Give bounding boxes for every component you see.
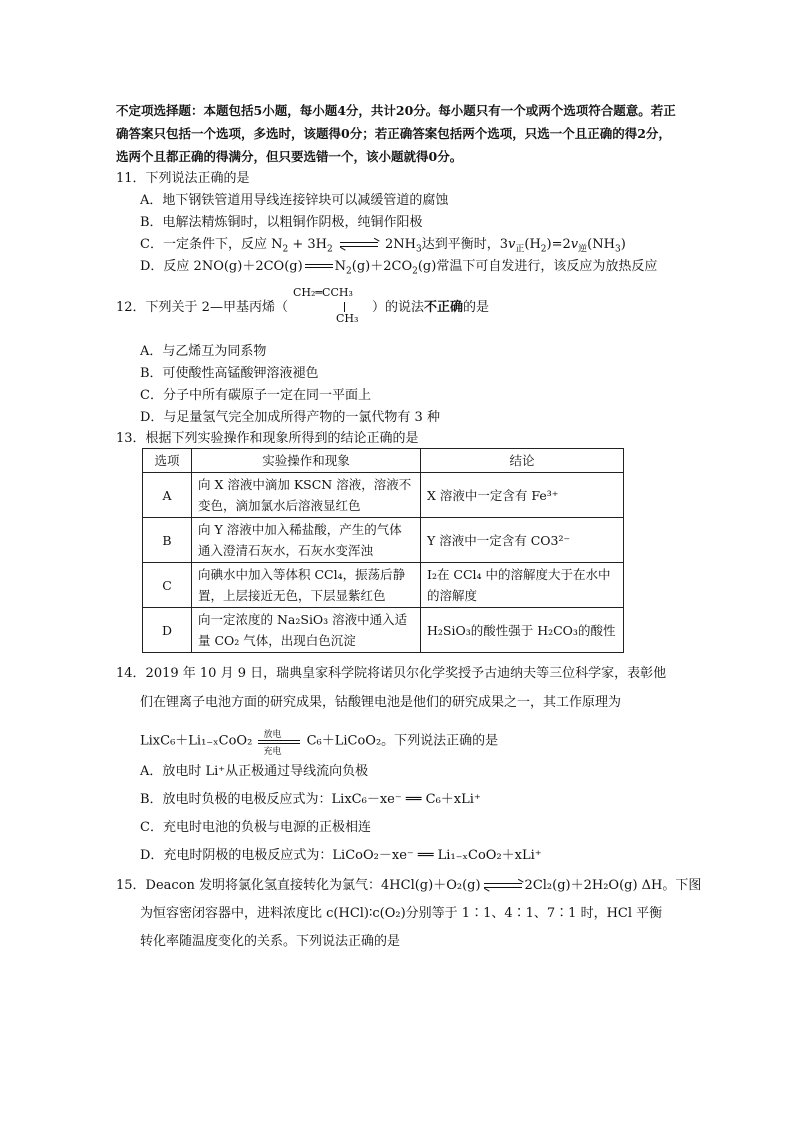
question-12-option-a: A．与乙烯互为同系物 <box>140 344 267 359</box>
table-row <box>143 518 624 563</box>
question-14-line-1: 14．2019 年 10 月 9 日，瑞典皇家科学院将诺贝尔化学奖授予古迪纳夫等三位科学家，表彰他 <box>116 666 667 681</box>
question-14-option-c: C．充电时电池的负极与电源的正极相连 <box>140 820 371 835</box>
table-cell-operation: 向 Y 溶液中加入稀盐酸，产生的气体通入澄清石灰水，石灰水变浑浊 <box>192 518 421 563</box>
table-cell-label: B <box>143 518 192 563</box>
reversible-arrow-icon: 放电 充电 <box>258 728 300 754</box>
question-11-option-b: B．电解法精炼铜时，以粗铜作阴极，纯铜作阳极 <box>140 215 423 230</box>
table-cell-operation: 向 X 溶液中滴加 KSCN 溶液，溶液不变色，滴加氯水后溶液显红色 <box>192 473 421 518</box>
table-cell-label: A <box>143 473 192 518</box>
table-header: 选项 <box>143 449 192 473</box>
question-14-option-b: B．放电时负极的电极反应式为：LixC₆－xe⁻ ══ C₆＋xLi⁺ <box>140 792 481 807</box>
table-cell-conclusion: I₂在 CCl₄ 中的溶解度大于在水中的溶解度 <box>421 563 624 608</box>
table-cell-label: C <box>143 563 192 608</box>
question-14-line-2: 们在锂离子电池方面的研究成果，钴酸锂电池是他们的研究成果之一，其工作原理为 <box>140 695 622 710</box>
question-12-option-b: B．可使酸性高锰酸钾溶液褪色 <box>140 366 319 381</box>
table-header: 实验操作和现象 <box>192 449 421 473</box>
reversible-arrow-icon <box>484 882 522 890</box>
question-15-line-1: 15．Deacon 发明将氯化氢直接转化为氯气：4HCl(g)＋O₂(g) 2Cl₂(g)＋2H₂O(g) ΔH。下图 <box>116 878 702 893</box>
question-13-stem: 13．根据下列实验操作和现象所得到的结论正确的是 <box>116 431 419 446</box>
question-14-equation: LixC₆＋Li₁₋ₓCoO₂ 放电 充电 C₆＋LiCoO₂。下列说法正确的是 <box>140 730 499 757</box>
experiment-table <box>142 448 624 653</box>
table-cell-label: D <box>143 608 192 653</box>
question-11-stem: 11．下列说法正确的是 <box>116 171 250 186</box>
question-12-stem: 12．下列关于 2—甲基丙烯（ ）的说法不正确的是 <box>116 300 489 315</box>
table-cell-conclusion: Y 溶液中一定含有 CO3²⁻ <box>421 518 624 563</box>
question-11-option-a: A．地下钢铁管道用导线连接锌块可以减缓管道的腐蚀 <box>140 193 449 208</box>
question-15-line-2: 为恒容密闭容器中，进料浓度比 c(HCl)∶c(O₂)分别等于 1∶1、4∶1、7∶1 时，HCl 平衡 <box>140 906 663 921</box>
question-12-option-c: C．分子中所有碳原子一定在同一平面上 <box>140 388 371 403</box>
methylpropene-structure: CH₂═CCH₃ CH₃ <box>293 286 359 325</box>
question-14-option-d: D．充电时阴极的电极反应式为：LiCoO₂－xe⁻ ══ Li₁₋ₓCoO₂＋xLi⁺ <box>140 848 542 863</box>
table-row <box>143 563 624 608</box>
question-12-option-d: D．与足量氢气完全加成所得产物的一氯代物有 3 种 <box>140 410 440 425</box>
equals-arrow-icon <box>305 264 333 270</box>
table-cell-conclusion: H₂SiO₃的酸性强于 H₂CO₃的酸性 <box>421 608 624 653</box>
table-header: 结论 <box>421 449 624 473</box>
table-header-row <box>143 449 624 473</box>
question-11-option-d: D．反应 2NO(g)＋2CO(g) $N_2(g)+2CO_2(g)$常温下可自发进行，该反应为放热反应 <box>140 259 658 277</box>
question-11-option-c: C．一定条件下，反应 $N_2 + 3H_2$ $2NH_3$达到平衡时，$3v_正(H_2)=2v_逆(NH_3)$ <box>140 237 626 255</box>
table-row <box>143 473 624 518</box>
table-cell-operation: 向碘水中加入等体积 CCl₄，振荡后静置，上层接近无色，下层显紫红色 <box>192 563 421 608</box>
question-15-line-3: 转化率随温度变化的关系。下列说法正确的是 <box>140 934 401 949</box>
reversible-arrow-icon <box>340 241 378 249</box>
table-row <box>143 608 624 653</box>
table-cell-conclusion: X 溶液中一定含有 Fe³⁺ <box>421 473 624 518</box>
section-instructions: 不定项选择题：本题包括5小题，每小题4分，共计20分。每小题只有一个或两个选项符合题意。若正确答案只包括一个选项，多选时，该题得0分；若正确答案包括两个选项，只选一个且正确的得2分，选两个且都正确的得满分，但只要选错一个，该小题就得0分。 <box>116 103 676 164</box>
table-cell-operation: 向一定浓度的 Na₂SiO₃ 溶液中通入适量 CO₂ 气体，出现白色沉淀 <box>192 608 421 653</box>
question-14-option-a: A．放电时 Li⁺从正极通过导线流向负极 <box>140 764 369 779</box>
